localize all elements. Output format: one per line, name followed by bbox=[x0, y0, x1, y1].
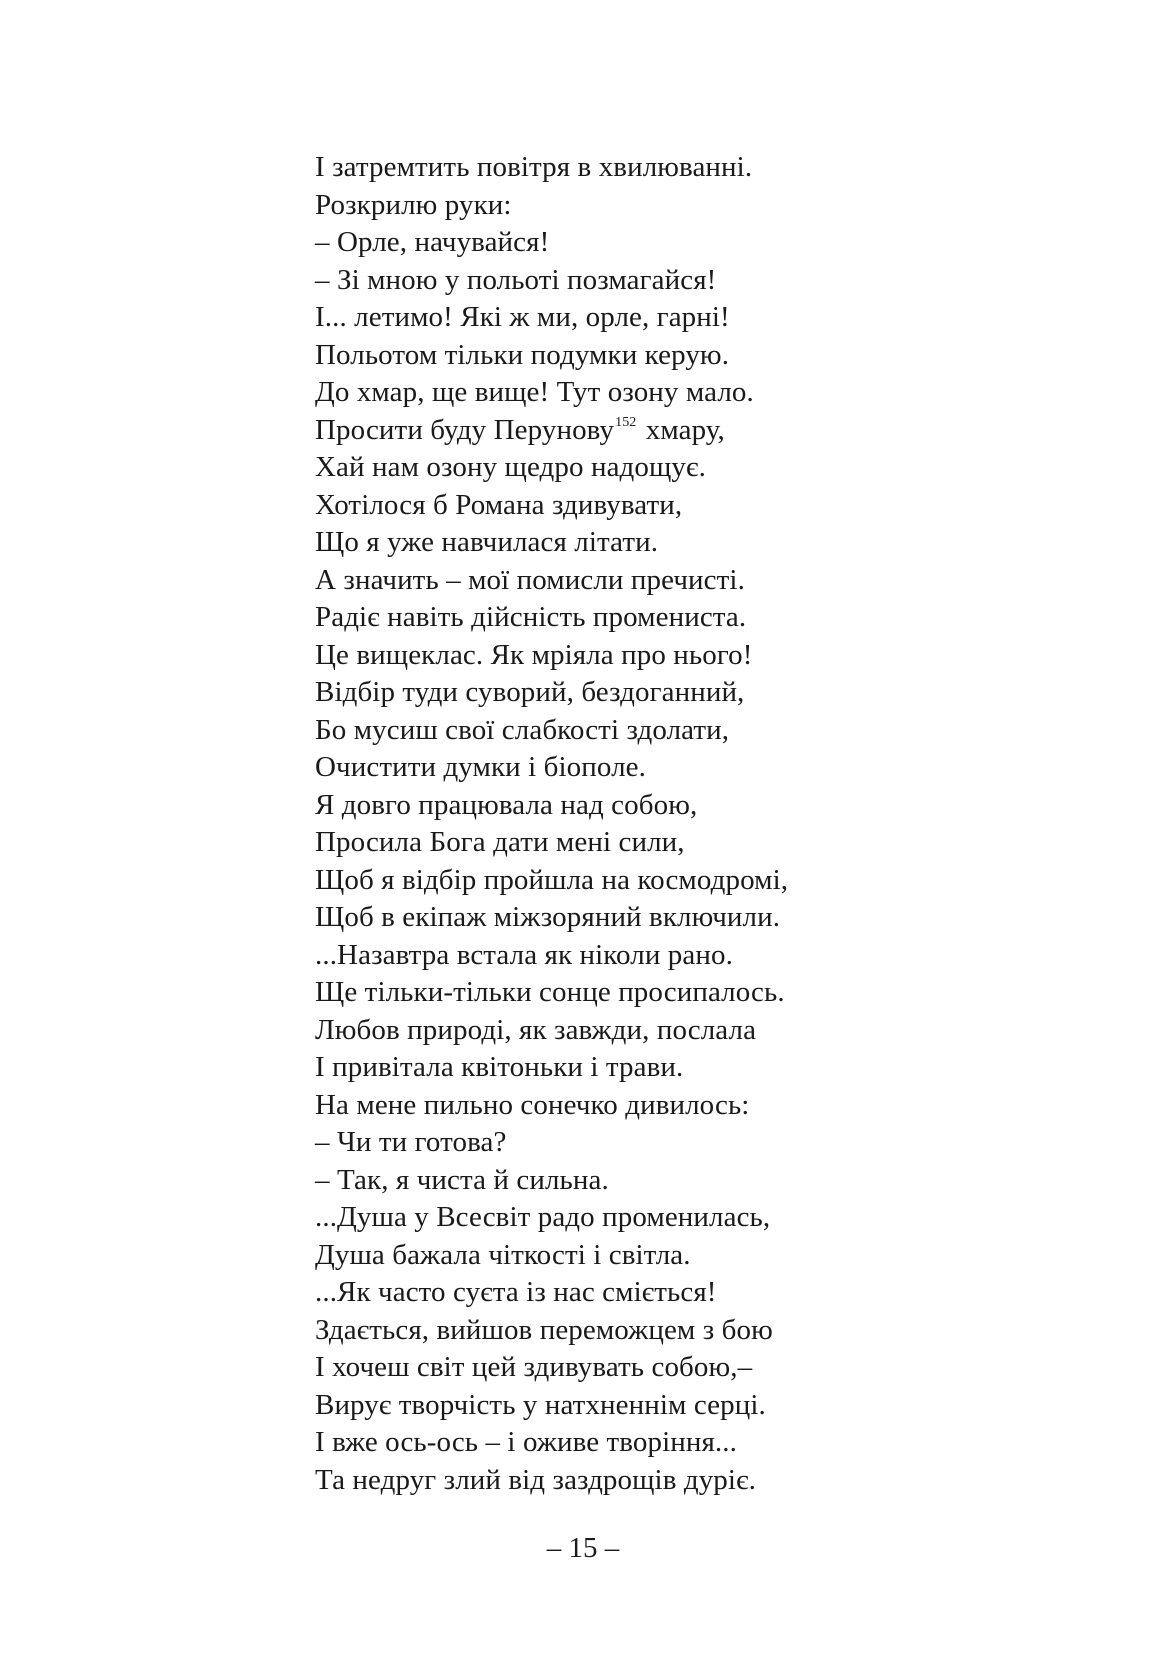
poem-line-text: – Зі мною у польоті позмагайся! bbox=[315, 263, 717, 296]
poem-line-text: До хмар, ще вище! Тут озону мало. bbox=[315, 376, 754, 408]
poem-line-text: Щоб я відбір пройшла на космодромі, bbox=[315, 863, 789, 896]
poem-line bbox=[315, 899, 1115, 937]
poem-line-text: ...Назавтра встала як ніколи рано. bbox=[315, 938, 733, 971]
poem-line-text: Розкрилю руки: bbox=[315, 188, 512, 221]
poem-line-text: Хай нам озону щедро надощує. bbox=[315, 451, 706, 483]
poem-line bbox=[315, 974, 1115, 1012]
poem-line bbox=[315, 299, 1115, 337]
poem-line-text: Душа бажала чіткості і світла. bbox=[315, 1238, 691, 1271]
poem-line-text: Що я уже навчилася літати. bbox=[315, 526, 659, 558]
poem-line bbox=[315, 374, 1115, 412]
poem-line bbox=[315, 449, 1115, 487]
poem-line-text: Польотом тільки подумки керую. bbox=[315, 338, 730, 371]
poem-line bbox=[315, 524, 1115, 562]
poem-line-text-continued: хмару, bbox=[638, 413, 725, 446]
poem-line-text: Радіє навіть дійсність промениста. bbox=[315, 601, 747, 633]
poem-line-text: Це вищеклас. Як мріяла про нього! bbox=[315, 638, 753, 671]
poem-line-text: Хотілося б Романа здивувати, bbox=[315, 488, 683, 521]
poem-line bbox=[315, 1312, 1115, 1350]
poem-line bbox=[315, 637, 1115, 675]
poem-line-text: Очистити думки і біополе. bbox=[315, 751, 646, 783]
poem-line bbox=[315, 1237, 1115, 1275]
poem-line bbox=[315, 262, 1115, 300]
poem-line bbox=[315, 1462, 1115, 1500]
poem-line-text: Та недруг злий від заздрощів дуріє. bbox=[315, 1463, 756, 1496]
poem-line bbox=[315, 1124, 1115, 1162]
poem-line-text: Любов природі, як завжди, послала bbox=[315, 1013, 757, 1046]
poem-line-text: Просити буду Перунову bbox=[315, 413, 615, 446]
poem-line bbox=[315, 1087, 1115, 1125]
poem-line bbox=[315, 1387, 1115, 1425]
poem-line bbox=[315, 1162, 1115, 1200]
poem-line-text: ...Душа у Всесвіт радо променилась, bbox=[315, 1201, 771, 1233]
poem-line-text: На мене пильно сонечко дивилось: bbox=[315, 1088, 750, 1121]
poem-line bbox=[315, 1049, 1115, 1087]
poem-line bbox=[315, 149, 1115, 187]
poem-line-text: Щоб в екіпаж міжзоряний включили. bbox=[315, 901, 781, 933]
poem-line bbox=[315, 674, 1115, 712]
poem-line-text: Ще тільки-тільки сонце просипалось. bbox=[315, 976, 785, 1008]
poem-line bbox=[315, 1424, 1115, 1462]
poem-line bbox=[315, 1012, 1115, 1050]
poem-line-text: Бо мусиш свої слабкості здолати, bbox=[315, 713, 730, 746]
poem-line-text: – Чи ти готова? bbox=[315, 1126, 507, 1158]
poem-line-text: І вже ось-ось – і оживе творіння... bbox=[315, 1426, 737, 1458]
poem-line bbox=[315, 337, 1115, 375]
poem-line-text: Вирує творчість у натхненнім серці. bbox=[315, 1388, 766, 1421]
poem-line-text: Відбір туди суворий, бездоганний, bbox=[315, 676, 745, 708]
poem-line-text: І затремтить повітря в хвилюванні. bbox=[315, 151, 753, 183]
poem-line-text: І привітала квітоньки і трави. bbox=[315, 1051, 684, 1083]
poem-line-text: – Так, я чиста й сильна. bbox=[315, 1163, 609, 1196]
poem-line bbox=[315, 1274, 1115, 1312]
poem-line bbox=[315, 862, 1115, 900]
poem-line bbox=[315, 224, 1115, 262]
poem-line bbox=[315, 562, 1115, 600]
poem-line-text: – Орле, начувайся! bbox=[315, 226, 550, 258]
footnote-marker: 152 bbox=[615, 414, 637, 430]
poem-line-text: ...Як часто суєта із нас сміється! bbox=[315, 1276, 717, 1308]
poem-line bbox=[315, 1199, 1115, 1237]
poem-text bbox=[315, 149, 1115, 1499]
poem-line bbox=[315, 1349, 1115, 1387]
page-number: – 15 – bbox=[546, 1532, 620, 1564]
poem-line-text: Здається, вийшов переможцем з бою bbox=[315, 1313, 773, 1346]
poem-line bbox=[315, 487, 1115, 525]
poem-line-text: А значить – мої помисли пречисті. bbox=[315, 563, 745, 596]
poem-line bbox=[315, 824, 1115, 862]
poem-line-text: І хочеш світ цей здивувать собою,– bbox=[315, 1351, 753, 1383]
poem-line-text: Я довго працювала над собою, bbox=[315, 788, 698, 821]
poem-line bbox=[315, 187, 1115, 225]
poem-line bbox=[315, 749, 1115, 787]
poem-line bbox=[315, 787, 1115, 825]
poem-line bbox=[315, 937, 1115, 975]
poem-line bbox=[315, 599, 1115, 637]
poem-line bbox=[315, 412, 1115, 450]
poem-line-text: І... летимо! Які ж ми, орле, гарні! bbox=[315, 301, 730, 333]
poem-line bbox=[315, 712, 1115, 750]
poem-line-text: Просила Бога дати мені сили, bbox=[315, 826, 685, 858]
